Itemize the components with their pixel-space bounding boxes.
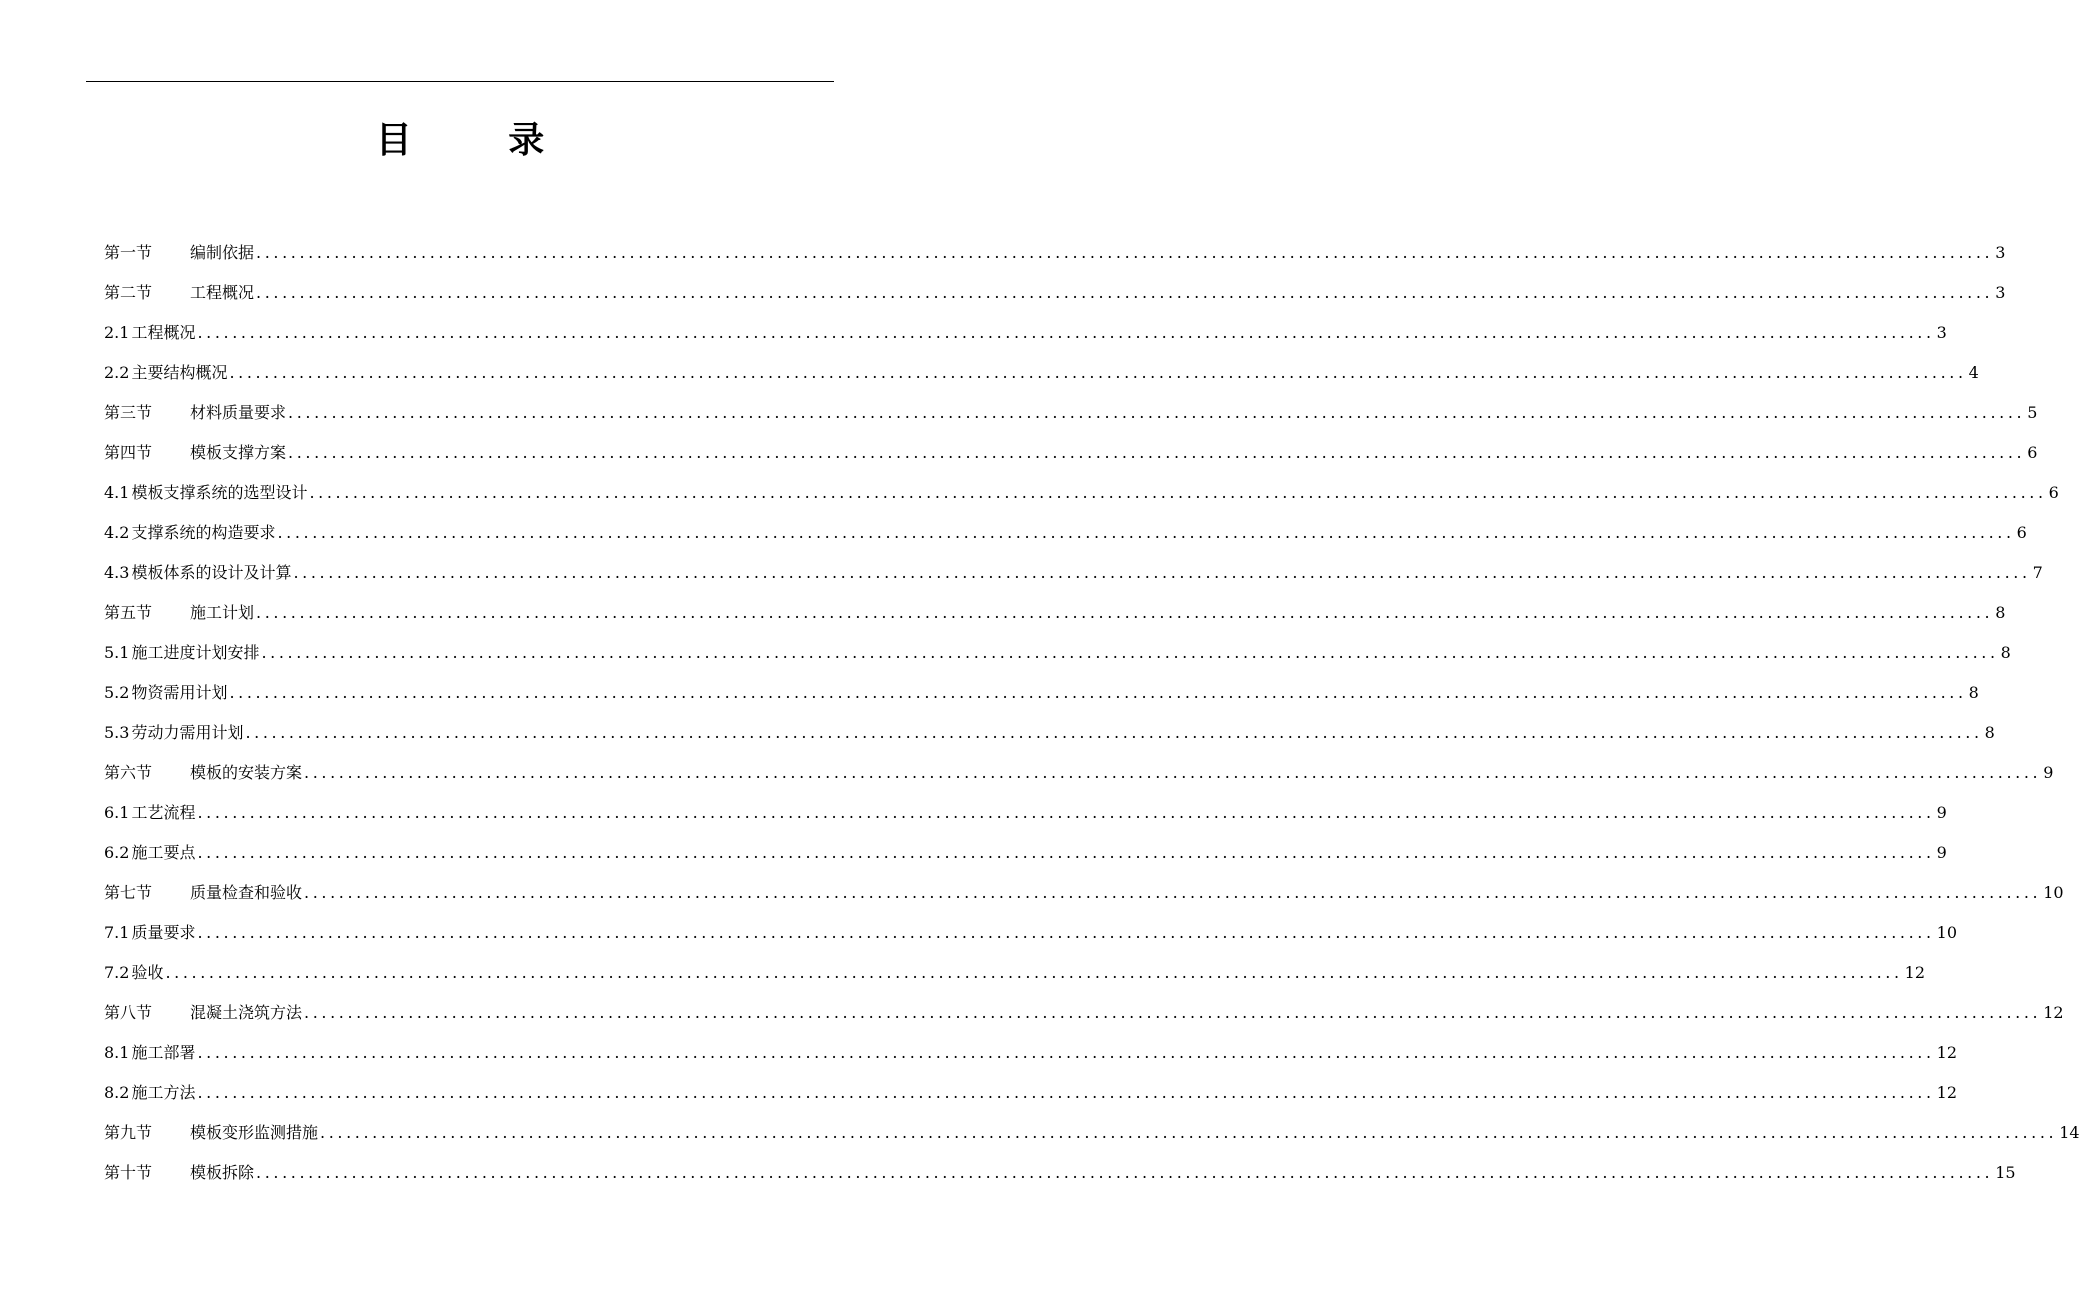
toc-page-number: 3 bbox=[1995, 283, 2006, 302]
toc-entry[interactable] bbox=[104, 753, 2054, 793]
toc-entry[interactable] bbox=[104, 433, 2038, 473]
toc-entry-label bbox=[104, 953, 163, 993]
toc-page-number: 4 bbox=[1968, 363, 1979, 382]
toc-dot-leader: ........................................................................................................................................................................................................ bbox=[277, 523, 2015, 542]
toc-page-number: 6 bbox=[2016, 523, 2027, 542]
toc-entry-label bbox=[104, 913, 195, 953]
toc-dot-leader: ........................................................................................................................................................................................................ bbox=[288, 403, 2026, 422]
toc-entry-number: 第九节 bbox=[104, 1123, 153, 1142]
toc-entry-number: 5.3 bbox=[104, 723, 130, 742]
toc-entry-title: 施工部署 bbox=[131, 1043, 196, 1062]
toc-dot-leader: ........................................................................................................................................................................................................ bbox=[309, 483, 2047, 502]
toc-page-number: 10 bbox=[2043, 883, 2064, 902]
toc-entry-title: 材料质量要求 bbox=[190, 403, 287, 422]
toc-dot-leader: ........................................................................................................................................................................................................ bbox=[304, 1003, 2042, 1022]
toc-dot-leader: ........................................................................................................................................................................................................ bbox=[229, 363, 1967, 382]
toc-entry[interactable] bbox=[104, 1073, 1958, 1113]
toc-entry-label bbox=[104, 433, 286, 473]
page-title: 目 录 bbox=[375, 120, 587, 161]
toc-entry-number: 5.2 bbox=[104, 683, 130, 702]
toc-dot-leader: ........................................................................................................................................................................................................ bbox=[261, 643, 1999, 662]
table-of-contents bbox=[104, 233, 2080, 1193]
toc-page-number: 12 bbox=[2043, 1003, 2064, 1022]
toc-dot-leader: ........................................................................................................................................................................................................ bbox=[197, 923, 1935, 942]
toc-page-number: 10 bbox=[1936, 923, 1958, 942]
toc-page-number: 14 bbox=[2059, 1123, 2080, 1142]
toc-dot-leader: ........................................................................................................................................................................................................ bbox=[304, 763, 2042, 782]
toc-entry-title: 质量要求 bbox=[131, 923, 196, 942]
toc-page-number: 7 bbox=[2032, 563, 2043, 582]
toc-entry-number: 第六节 bbox=[104, 763, 153, 782]
toc-entry-title: 模板支撑系统的选型设计 bbox=[131, 483, 308, 502]
toc-dot-leader: ........................................................................................................................................................................................................ bbox=[197, 1083, 1935, 1102]
toc-entry-number: 第一节 bbox=[104, 243, 153, 262]
toc-entry-title: 模板的安装方案 bbox=[190, 763, 303, 782]
toc-entry[interactable] bbox=[104, 953, 1926, 993]
toc-entry-label bbox=[104, 233, 254, 273]
toc-entry[interactable] bbox=[104, 1153, 2016, 1193]
toc-entry-number: 第四节 bbox=[104, 443, 153, 462]
toc-entry-title: 物资需用计划 bbox=[131, 683, 228, 702]
toc-entry-title: 支撑系统的构造要求 bbox=[131, 523, 276, 542]
header-rule bbox=[86, 81, 834, 82]
toc-dot-leader: ........................................................................................................................................................................................................ bbox=[304, 883, 2042, 902]
toc-dot-leader: ........................................................................................................................................................................................................ bbox=[197, 803, 1935, 822]
toc-entry-number: 6.1 bbox=[104, 803, 130, 822]
toc-entry-number: 5.1 bbox=[104, 643, 130, 662]
toc-entry-number: 7.1 bbox=[104, 923, 130, 942]
toc-entry[interactable] bbox=[104, 593, 2006, 633]
toc-dot-leader: ........................................................................................................................................................................................................ bbox=[288, 443, 2026, 462]
toc-entry-number: 2.1 bbox=[104, 323, 130, 342]
toc-entry[interactable] bbox=[104, 873, 2064, 913]
toc-entry-number: 4.1 bbox=[104, 483, 130, 502]
toc-entry[interactable] bbox=[104, 1113, 2080, 1153]
toc-entry-number: 6.2 bbox=[104, 843, 130, 862]
toc-entry-number: 7.2 bbox=[104, 963, 130, 982]
toc-entry-number: 第五节 bbox=[104, 603, 153, 622]
toc-entry[interactable] bbox=[104, 233, 2006, 273]
toc-dot-leader: ........................................................................................................................................................................................................ bbox=[197, 323, 1935, 342]
toc-page-number: 9 bbox=[2043, 763, 2054, 782]
toc-dot-leader: ........................................................................................................................................................................................................ bbox=[256, 603, 1994, 622]
toc-entry[interactable] bbox=[104, 313, 1947, 353]
toc-page-number: 12 bbox=[1936, 1083, 1958, 1102]
toc-entry-title: 模板支撑方案 bbox=[190, 443, 287, 462]
toc-entry-title: 混凝土浇筑方法 bbox=[190, 1003, 303, 1022]
toc-entry-title: 工程概况 bbox=[131, 323, 196, 342]
toc-page-number: 8 bbox=[1968, 683, 1979, 702]
toc-entry[interactable] bbox=[104, 513, 2027, 553]
toc-page-number: 8 bbox=[1984, 723, 1995, 742]
toc-entry-number: 2.2 bbox=[104, 363, 130, 382]
toc-entry-title: 施工要点 bbox=[131, 843, 196, 862]
toc-entry-title: 劳动力需用计划 bbox=[131, 723, 244, 742]
toc-page-number: 15 bbox=[1995, 1163, 2016, 1182]
toc-entry-number: 第十节 bbox=[104, 1163, 153, 1182]
toc-page-number: 6 bbox=[2048, 483, 2059, 502]
toc-entry-title: 模板体系的设计及计算 bbox=[131, 563, 292, 582]
toc-entry-label bbox=[104, 633, 259, 673]
toc-entry-label bbox=[104, 313, 195, 353]
toc-entry-title: 施工进度计划安排 bbox=[131, 643, 260, 662]
toc-page-number: 12 bbox=[1904, 963, 1926, 982]
toc-dot-leader: ........................................................................................................................................................................................................ bbox=[229, 683, 1967, 702]
toc-entry-title: 施工方法 bbox=[131, 1083, 196, 1102]
toc-page-number: 8 bbox=[1995, 603, 2006, 622]
toc-page-number: 6 bbox=[2027, 443, 2038, 462]
toc-entry[interactable] bbox=[104, 353, 1979, 393]
toc-entry-number: 第三节 bbox=[104, 403, 153, 422]
toc-entry-label bbox=[104, 593, 254, 633]
toc-entry-label bbox=[104, 993, 302, 1033]
toc-entry[interactable] bbox=[104, 633, 2011, 673]
toc-entry-label bbox=[104, 553, 291, 593]
toc-entry-title: 编制依据 bbox=[190, 243, 255, 262]
toc-page-number: 5 bbox=[2027, 403, 2038, 422]
toc-entry-label bbox=[104, 1073, 195, 1113]
toc-entry-label bbox=[104, 753, 302, 793]
toc-dot-leader: ........................................................................................................................................................................................................ bbox=[256, 243, 1994, 262]
toc-page-number: 3 bbox=[1936, 323, 1947, 342]
toc-entry-label bbox=[104, 353, 227, 393]
toc-entry[interactable] bbox=[104, 553, 2043, 593]
toc-entry-number: 第七节 bbox=[104, 883, 153, 902]
toc-entry-label bbox=[104, 873, 302, 913]
toc-entry-label bbox=[104, 833, 195, 873]
toc-entry-label bbox=[104, 1033, 195, 1073]
toc-entry-label bbox=[104, 793, 195, 833]
toc-dot-leader: ........................................................................................................................................................................................................ bbox=[197, 1043, 1935, 1062]
toc-entry-number: 第二节 bbox=[104, 283, 153, 302]
toc-entry-number: 8.1 bbox=[104, 1043, 130, 1062]
toc-dot-leader: ........................................................................................................................................................................................................ bbox=[320, 1123, 2058, 1142]
toc-entry-title: 工艺流程 bbox=[131, 803, 196, 822]
toc-entry[interactable] bbox=[104, 473, 2059, 513]
toc-entry-label bbox=[104, 473, 307, 513]
toc-entry-title: 验收 bbox=[131, 963, 164, 982]
toc-entry-label bbox=[104, 393, 286, 433]
toc-entry-label bbox=[104, 713, 243, 753]
toc-dot-leader: ........................................................................................................................................................................................................ bbox=[245, 723, 1983, 742]
toc-entry[interactable] bbox=[104, 913, 1958, 953]
toc-entry-label bbox=[104, 673, 227, 713]
toc-entry[interactable] bbox=[104, 993, 2064, 1033]
toc-dot-leader: ........................................................................................................................................................................................................ bbox=[165, 963, 1903, 982]
toc-dot-leader: ........................................................................................................................................................................................................ bbox=[293, 563, 2031, 582]
toc-entry-title: 模板拆除 bbox=[190, 1163, 255, 1182]
toc-page-number: 9 bbox=[1936, 843, 1947, 862]
toc-entry-title: 施工计划 bbox=[190, 603, 255, 622]
toc-page-number: 12 bbox=[1936, 1043, 1958, 1062]
toc-entry-title: 主要结构概况 bbox=[131, 363, 228, 382]
toc-entry-number: 第八节 bbox=[104, 1003, 153, 1022]
toc-entry-label bbox=[104, 1113, 318, 1153]
toc-page-number: 9 bbox=[1936, 803, 1947, 822]
toc-entry[interactable] bbox=[104, 1033, 1958, 1073]
toc-entry-label bbox=[104, 1153, 254, 1193]
toc-entry-title: 模板变形监测措施 bbox=[190, 1123, 319, 1142]
toc-entry[interactable] bbox=[104, 833, 1947, 873]
toc-entry[interactable] bbox=[104, 713, 1995, 753]
toc-entry[interactable] bbox=[104, 673, 1979, 713]
toc-entry[interactable] bbox=[104, 273, 2006, 313]
toc-entry-label bbox=[104, 513, 275, 553]
toc-entry-number: 4.3 bbox=[104, 563, 130, 582]
toc-entry-number: 8.2 bbox=[104, 1083, 130, 1102]
toc-page-number: 3 bbox=[1995, 243, 2006, 262]
toc-entry-number: 4.2 bbox=[104, 523, 130, 542]
toc-entry[interactable] bbox=[104, 393, 2038, 433]
toc-entry-label bbox=[104, 273, 254, 313]
toc-dot-leader: ........................................................................................................................................................................................................ bbox=[256, 283, 1994, 302]
toc-entry-title: 质量检查和验收 bbox=[190, 883, 303, 902]
toc-page-number: 8 bbox=[2000, 643, 2011, 662]
toc-dot-leader: ........................................................................................................................................................................................................ bbox=[256, 1163, 1994, 1182]
toc-entry-title: 工程概况 bbox=[190, 283, 255, 302]
toc-dot-leader: ........................................................................................................................................................................................................ bbox=[197, 843, 1935, 862]
toc-entry[interactable] bbox=[104, 793, 1947, 833]
